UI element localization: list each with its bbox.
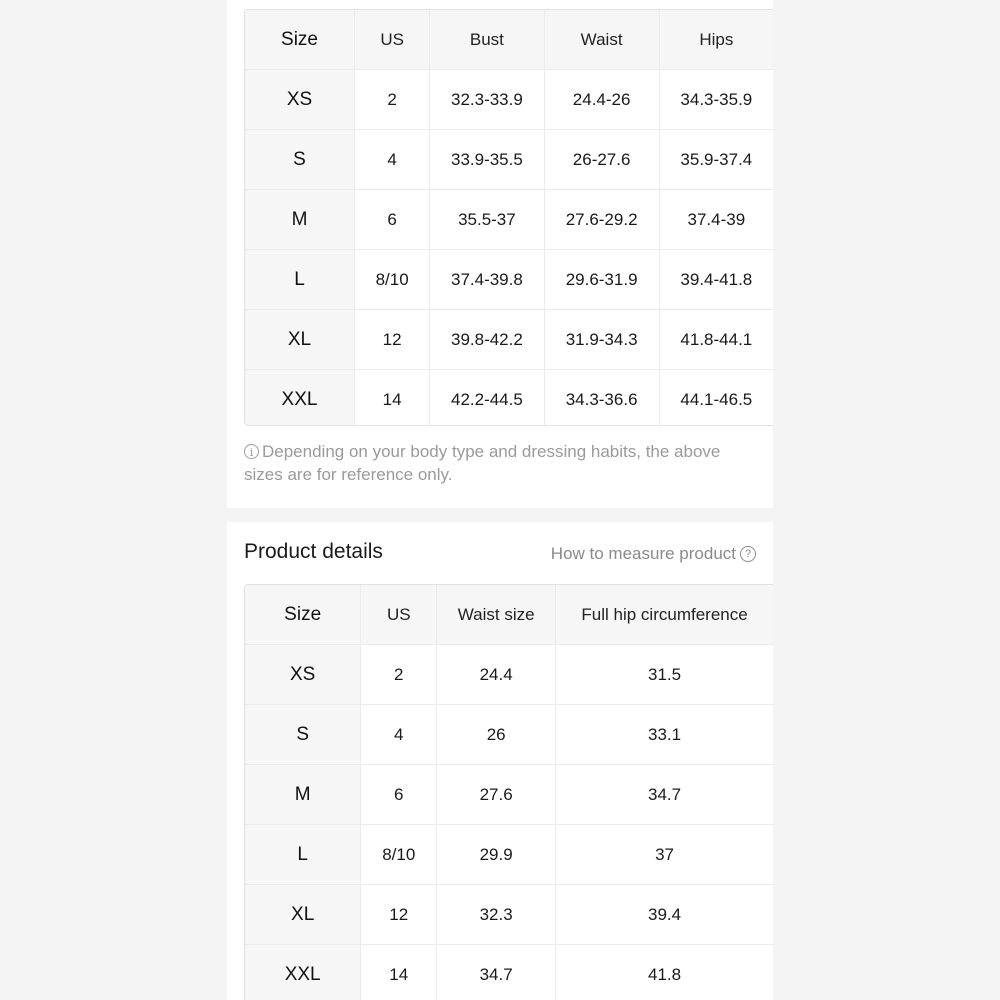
waist-cell: 26-27.6 <box>544 130 659 190</box>
table-row <box>245 190 773 250</box>
product-details-header-us: US <box>361 585 437 645</box>
size-chart-header-row <box>245 10 773 70</box>
how-to-measure-link[interactable] <box>551 544 756 564</box>
us-size-cell: 12 <box>361 885 437 945</box>
size-chart-header-us: US <box>355 10 430 70</box>
product-details-header-row <box>245 585 773 645</box>
waist-cell: 27.6-29.2 <box>544 190 659 250</box>
size-chart-header-bust: Bust <box>430 10 544 70</box>
table-row <box>245 250 773 310</box>
waist-cell: 29.6-31.9 <box>544 250 659 310</box>
us-size-cell: 4 <box>361 705 437 765</box>
bust-cell: 35.5-37 <box>430 190 544 250</box>
full-hip-cell: 41.8 <box>556 945 773 1000</box>
size-chart-header-hips: Hips <box>659 10 773 70</box>
size-reference-note-text: Depending on your body type and dressing habits, the above sizes are for reference only. <box>244 442 721 484</box>
hips-cell: 41.8-44.1 <box>659 310 773 370</box>
product-details-header-full-hip: Full hip circumference <box>556 585 773 645</box>
table-row <box>245 130 773 190</box>
full-hip-cell: 39.4 <box>556 885 773 945</box>
waist-size-cell: 27.6 <box>437 765 556 825</box>
table-row <box>245 825 773 885</box>
full-hip-cell: 31.5 <box>556 645 773 705</box>
product-details-panel <box>227 522 773 1000</box>
waist-size-cell: 29.9 <box>437 825 556 885</box>
size-label-cell: S <box>245 705 361 765</box>
full-hip-cell: 37 <box>556 825 773 885</box>
size-label-cell: L <box>245 250 355 310</box>
size-label-cell: L <box>245 825 361 885</box>
table-row <box>245 945 773 1000</box>
waist-cell: 34.3-36.6 <box>544 370 659 427</box>
waist-cell: 24.4-26 <box>544 70 659 130</box>
product-details-header-size: Size <box>245 585 361 645</box>
size-reference-note <box>244 440 724 486</box>
us-size-cell: 14 <box>361 945 437 1000</box>
waist-size-cell: 32.3 <box>437 885 556 945</box>
us-size-cell: 2 <box>361 645 437 705</box>
size-label-cell: XL <box>245 885 361 945</box>
size-label-cell: S <box>245 130 355 190</box>
table-row <box>245 765 773 825</box>
waist-size-cell: 34.7 <box>437 945 556 1000</box>
size-chart-panel <box>227 0 773 508</box>
size-chart-table <box>245 10 773 426</box>
us-size-cell: 14 <box>355 370 430 427</box>
hips-cell: 37.4-39 <box>659 190 773 250</box>
waist-cell: 31.9-34.3 <box>544 310 659 370</box>
bust-cell: 42.2-44.5 <box>430 370 544 427</box>
table-row <box>245 370 773 427</box>
us-size-cell: 8/10 <box>361 825 437 885</box>
size-chart-header-size: Size <box>245 10 355 70</box>
bust-cell: 33.9-35.5 <box>430 130 544 190</box>
us-size-cell: 6 <box>355 190 430 250</box>
bust-cell: 39.8-42.2 <box>430 310 544 370</box>
size-label-cell: XXL <box>245 945 361 1000</box>
product-details-table-container[interactable] <box>244 584 773 1000</box>
size-label-cell: M <box>245 765 361 825</box>
table-row <box>245 885 773 945</box>
us-size-cell: 2 <box>355 70 430 130</box>
size-label-cell: M <box>245 190 355 250</box>
table-row <box>245 645 773 705</box>
size-label-cell: XS <box>245 645 361 705</box>
size-chart-header-waist: Waist <box>544 10 659 70</box>
us-size-cell: 4 <box>355 130 430 190</box>
hips-cell: 35.9-37.4 <box>659 130 773 190</box>
hips-cell: 39.4-41.8 <box>659 250 773 310</box>
table-row <box>245 70 773 130</box>
product-details-header-waist-size: Waist size <box>437 585 556 645</box>
size-label-cell: XXL <box>245 370 355 427</box>
table-row <box>245 705 773 765</box>
size-label-cell: XL <box>245 310 355 370</box>
us-size-cell: 6 <box>361 765 437 825</box>
waist-size-cell: 26 <box>437 705 556 765</box>
us-size-cell: 12 <box>355 310 430 370</box>
how-to-measure-label: How to measure product <box>550 544 736 563</box>
hips-cell: 44.1-46.5 <box>659 370 773 427</box>
size-chart-table-container[interactable] <box>244 9 773 426</box>
us-size-cell: 8/10 <box>355 250 430 310</box>
bust-cell: 37.4-39.8 <box>430 250 544 310</box>
size-label-cell: XS <box>245 70 355 130</box>
question-circle-icon: ? <box>740 546 756 562</box>
table-row <box>245 310 773 370</box>
product-details-table <box>245 585 773 1000</box>
full-hip-cell: 33.1 <box>556 705 773 765</box>
waist-size-cell: 24.4 <box>437 645 556 705</box>
product-details-title: Product details <box>244 540 383 563</box>
full-hip-cell: 34.7 <box>556 765 773 825</box>
hips-cell: 34.3-35.9 <box>659 70 773 130</box>
info-circle-icon: i <box>244 444 259 459</box>
bust-cell: 32.3-33.9 <box>430 70 544 130</box>
